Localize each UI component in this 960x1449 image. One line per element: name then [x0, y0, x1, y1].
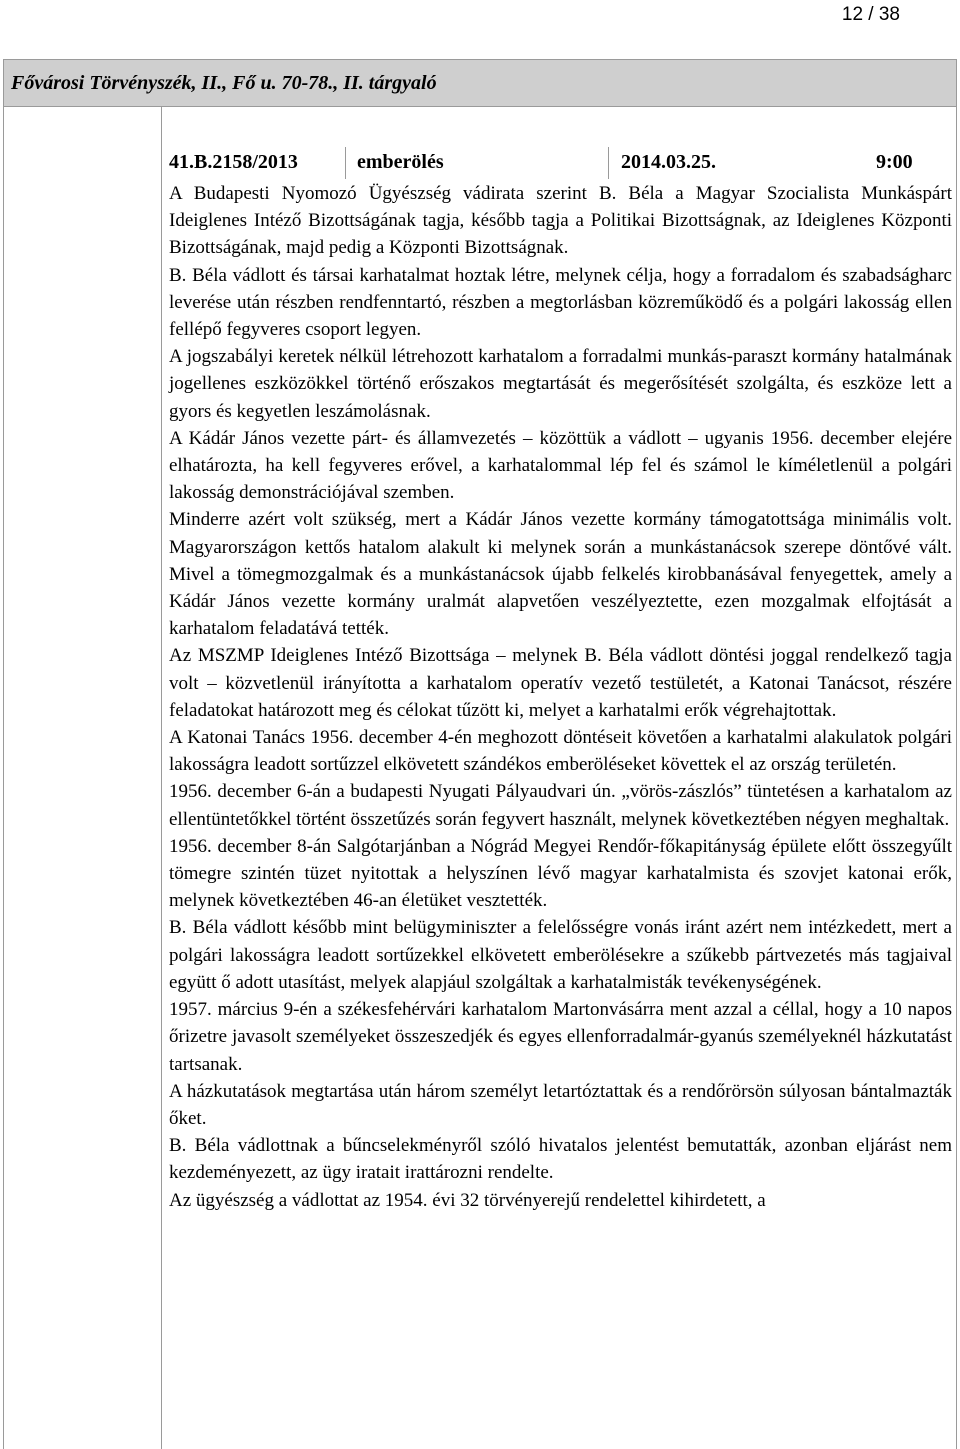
paragraph: A Katonai Tanács 1956. december 4-én meghozott döntéseit követően a karhatalmi alakulatok polgári lakosságra leadott sortűzzel elkövetett szándékos emberöléseket követtek el az ország területén.: [169, 727, 952, 776]
paragraph: A jogszabályi keretek nélkül létrehozott karhatalom a forradalmi munkás-paraszt kormány hatalmának jogellenes eszközökkel történő erőszakos megtartását és megerősítését szolgálta, és eszköze lett a gyors és kegyetlen leszámolásnak.: [169, 346, 952, 422]
paragraph: B. Béla vádlott később mint belügyminiszter a felelősségre vonás iránt azért nem intézkedett, mert a polgári lakosságra leadott sortűzekkel elkövetett emberölésekre a szűkebb pártvezetés más tagjaival együtt ő adott utasítást, melyek alapjául szolgáltak a karhatalmisták tevékenységének.: [169, 917, 952, 993]
right-border: [956, 107, 957, 1449]
column-divider: [345, 147, 346, 179]
paragraph: A Kádár János vezette párt- és államvezetés – közöttük a vádlott – ugyanis 1956. december elejére elhatározta, ha kell fegyveres erővel, a karhatalommal lép fel és számol le kíméletlenül a polgári lakosság demonstrációjával szemben.: [169, 427, 952, 504]
left-column: [3, 107, 162, 1449]
court-header: [3, 59, 957, 107]
paragraph: 1956. december 6-án a budapesti Nyugati Pályaudvari ún. „vörös-zászlós” tüntetésen a karhatalom az ellentüntetőkkel történt összetűzés során fegyvert használt, melynek következtében négyen meghaltak.: [169, 781, 952, 830]
paragraph: Az MSZMP Ideiglenes Intéző Bizottsága – melynek B. Béla vádlott döntési joggal rendelkező tagja volt – közvetlenül irányította a karhatalom operatív vezető testületét, a Katonai Tanácsot, részére feladatokat határozott meg és célokat tűzött ki, melyet a karhatalmi erők végrehajtottak.: [169, 645, 952, 721]
paragraph: A Budapesti Nyomozó Ügyészség vádirata szerint B. Béla a Magyar Szocialista Munkáspárt Ideiglenes Intéző Bizottságának tagja, később tagja a Politikai Bizottságnak, az Ideiglenes Központi Bizottságának, majd pedig a Központi Bizottságnak.: [169, 183, 952, 259]
column-divider: [608, 147, 609, 179]
case-type: emberölés: [357, 151, 444, 173]
case-number: 41.B.2158/2013: [169, 151, 298, 173]
hearing-time: 9:00: [876, 151, 913, 173]
case-info-row: [162, 147, 956, 179]
paragraph: Az ügyészség a vádlottat az 1954. évi 32 törvényerejű rendelettel kihirdetett, a: [169, 1189, 766, 1211]
paragraph: 1956. december 8-án Salgótarjánban a Nógrád Megyei Rendőr-főkapitányság épülete előtt összegyűlt tömegre szintén tüzet nyitottak a helyszínen lévő magyar karhatalmista és szovjet katonai erők, melynek következtében 46-an életüket vesztették.: [169, 835, 952, 912]
paragraph: 1957. március 9-én a székesfehérvári karhatalom Martonvásárra ment azzal a céllal, hogy a 10 napos őrizetre javasolt személyeket összeszedjék és egyes ellenforradalmár-gyanús személyeknél házkutatást tartsanak.: [169, 999, 952, 1075]
hearing-date: 2014.03.25.: [621, 151, 716, 173]
paragraph: B. Béla vádlottnak a bűncselekményről szóló hivatalos jelentést bemutatták, azonban eljárást nem kezdeményezett, az ügy iratait irattározni rendelte.: [169, 1135, 952, 1184]
court-location-title: Fővárosi Törvényszék, II., Fő u. 70-78., II. tárgyaló: [11, 72, 437, 94]
page-number: 12 / 38: [841, 4, 900, 25]
case-description: [169, 180, 952, 1214]
paragraph: A házkutatások megtartása után három személyt letartóztattak és a rendőrörsön súlyosan bántalmazták őket.: [169, 1080, 952, 1129]
paragraph: B. Béla vádlott és társai karhatalmat hoztak létre, melynek célja, hogy a forradalom és szabadságharc leverése után részben rendfenntartó, részben a megtorlásban közreműködő és a polgári lakosság ellen fellépő fegyveres csoport legyen.: [169, 264, 952, 341]
paragraph: Minderre azért volt szükség, mert a Kádár János vezette kormány támogatottsága minimális volt. Magyarországon kettős hatalom alakult ki melynek során a munkástanácsok szerepe döntővé vált. Mivel a tömegmozgalmak és a munkástanácsok újabb felkelés kirobbanásával fenyegettek, amely a Kádár János vezette kormány uralmát alapvetően veszélyeztette, ezen mozgalmak elfojtását a karhatalom feladatává tették.: [169, 509, 952, 640]
